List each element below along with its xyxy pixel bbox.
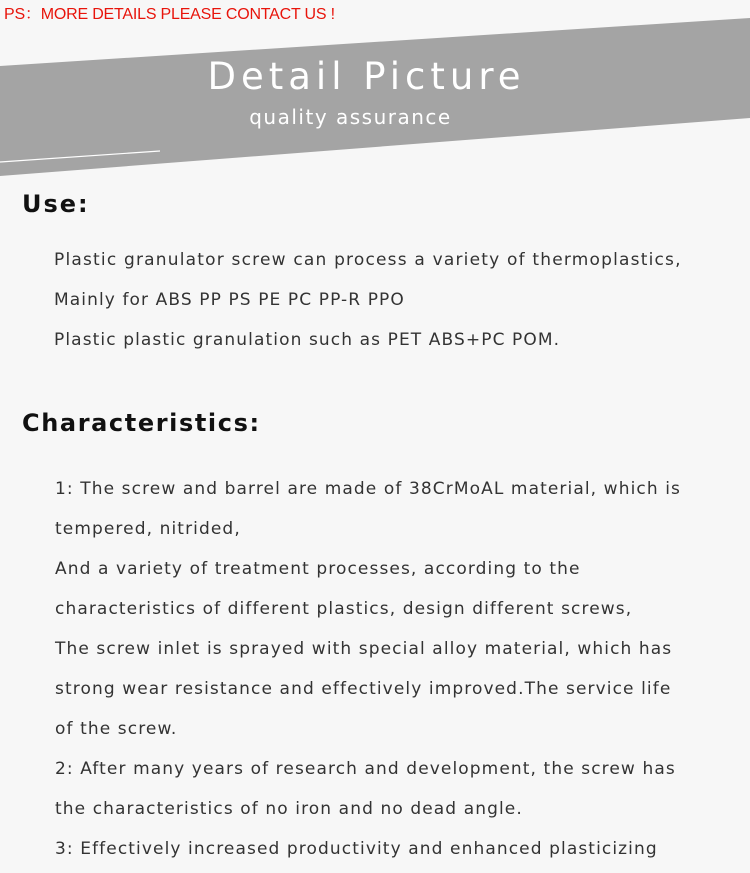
characteristics-line: 1: The screw and barrel are made of 38CrMoAL material, which is xyxy=(55,479,681,499)
banner-subtitle: quality assurance xyxy=(249,105,452,129)
banner-title: Detail Picture xyxy=(207,55,526,98)
contact-notice: PS：MORE DETAILS PLEASE CONTACT US ! xyxy=(4,6,335,23)
characteristics-line: strong wear resistance and effectively improved.The service life xyxy=(55,679,672,699)
characteristics-line: characteristics of different plastics, design different screws, xyxy=(55,599,633,619)
use-line: Mainly for ABS PP PS PE PC PP-R PPO xyxy=(54,290,405,310)
characteristics-line: 2: After many years of research and development, the screw has xyxy=(55,759,676,779)
characteristics-line: 3: Effectively increased productivity and enhanced plasticizing xyxy=(55,839,658,859)
characteristics-line: the characteristics of no iron and no dead angle. xyxy=(55,799,523,819)
characteristics-heading: Characteristics: xyxy=(22,409,261,437)
characteristics-line: And a variety of treatment processes, according to the xyxy=(55,559,581,579)
characteristics-line: The screw inlet is sprayed with special alloy material, which has xyxy=(55,639,673,659)
use-heading: Use: xyxy=(22,190,90,218)
characteristics-line: of the screw. xyxy=(55,719,178,739)
characteristics-line: tempered, nitrided, xyxy=(55,519,241,539)
use-line: Plastic granulator screw can process a variety of thermoplastics, xyxy=(54,250,682,270)
use-line: Plastic plastic granulation such as PET ABS+PC POM. xyxy=(54,330,561,350)
